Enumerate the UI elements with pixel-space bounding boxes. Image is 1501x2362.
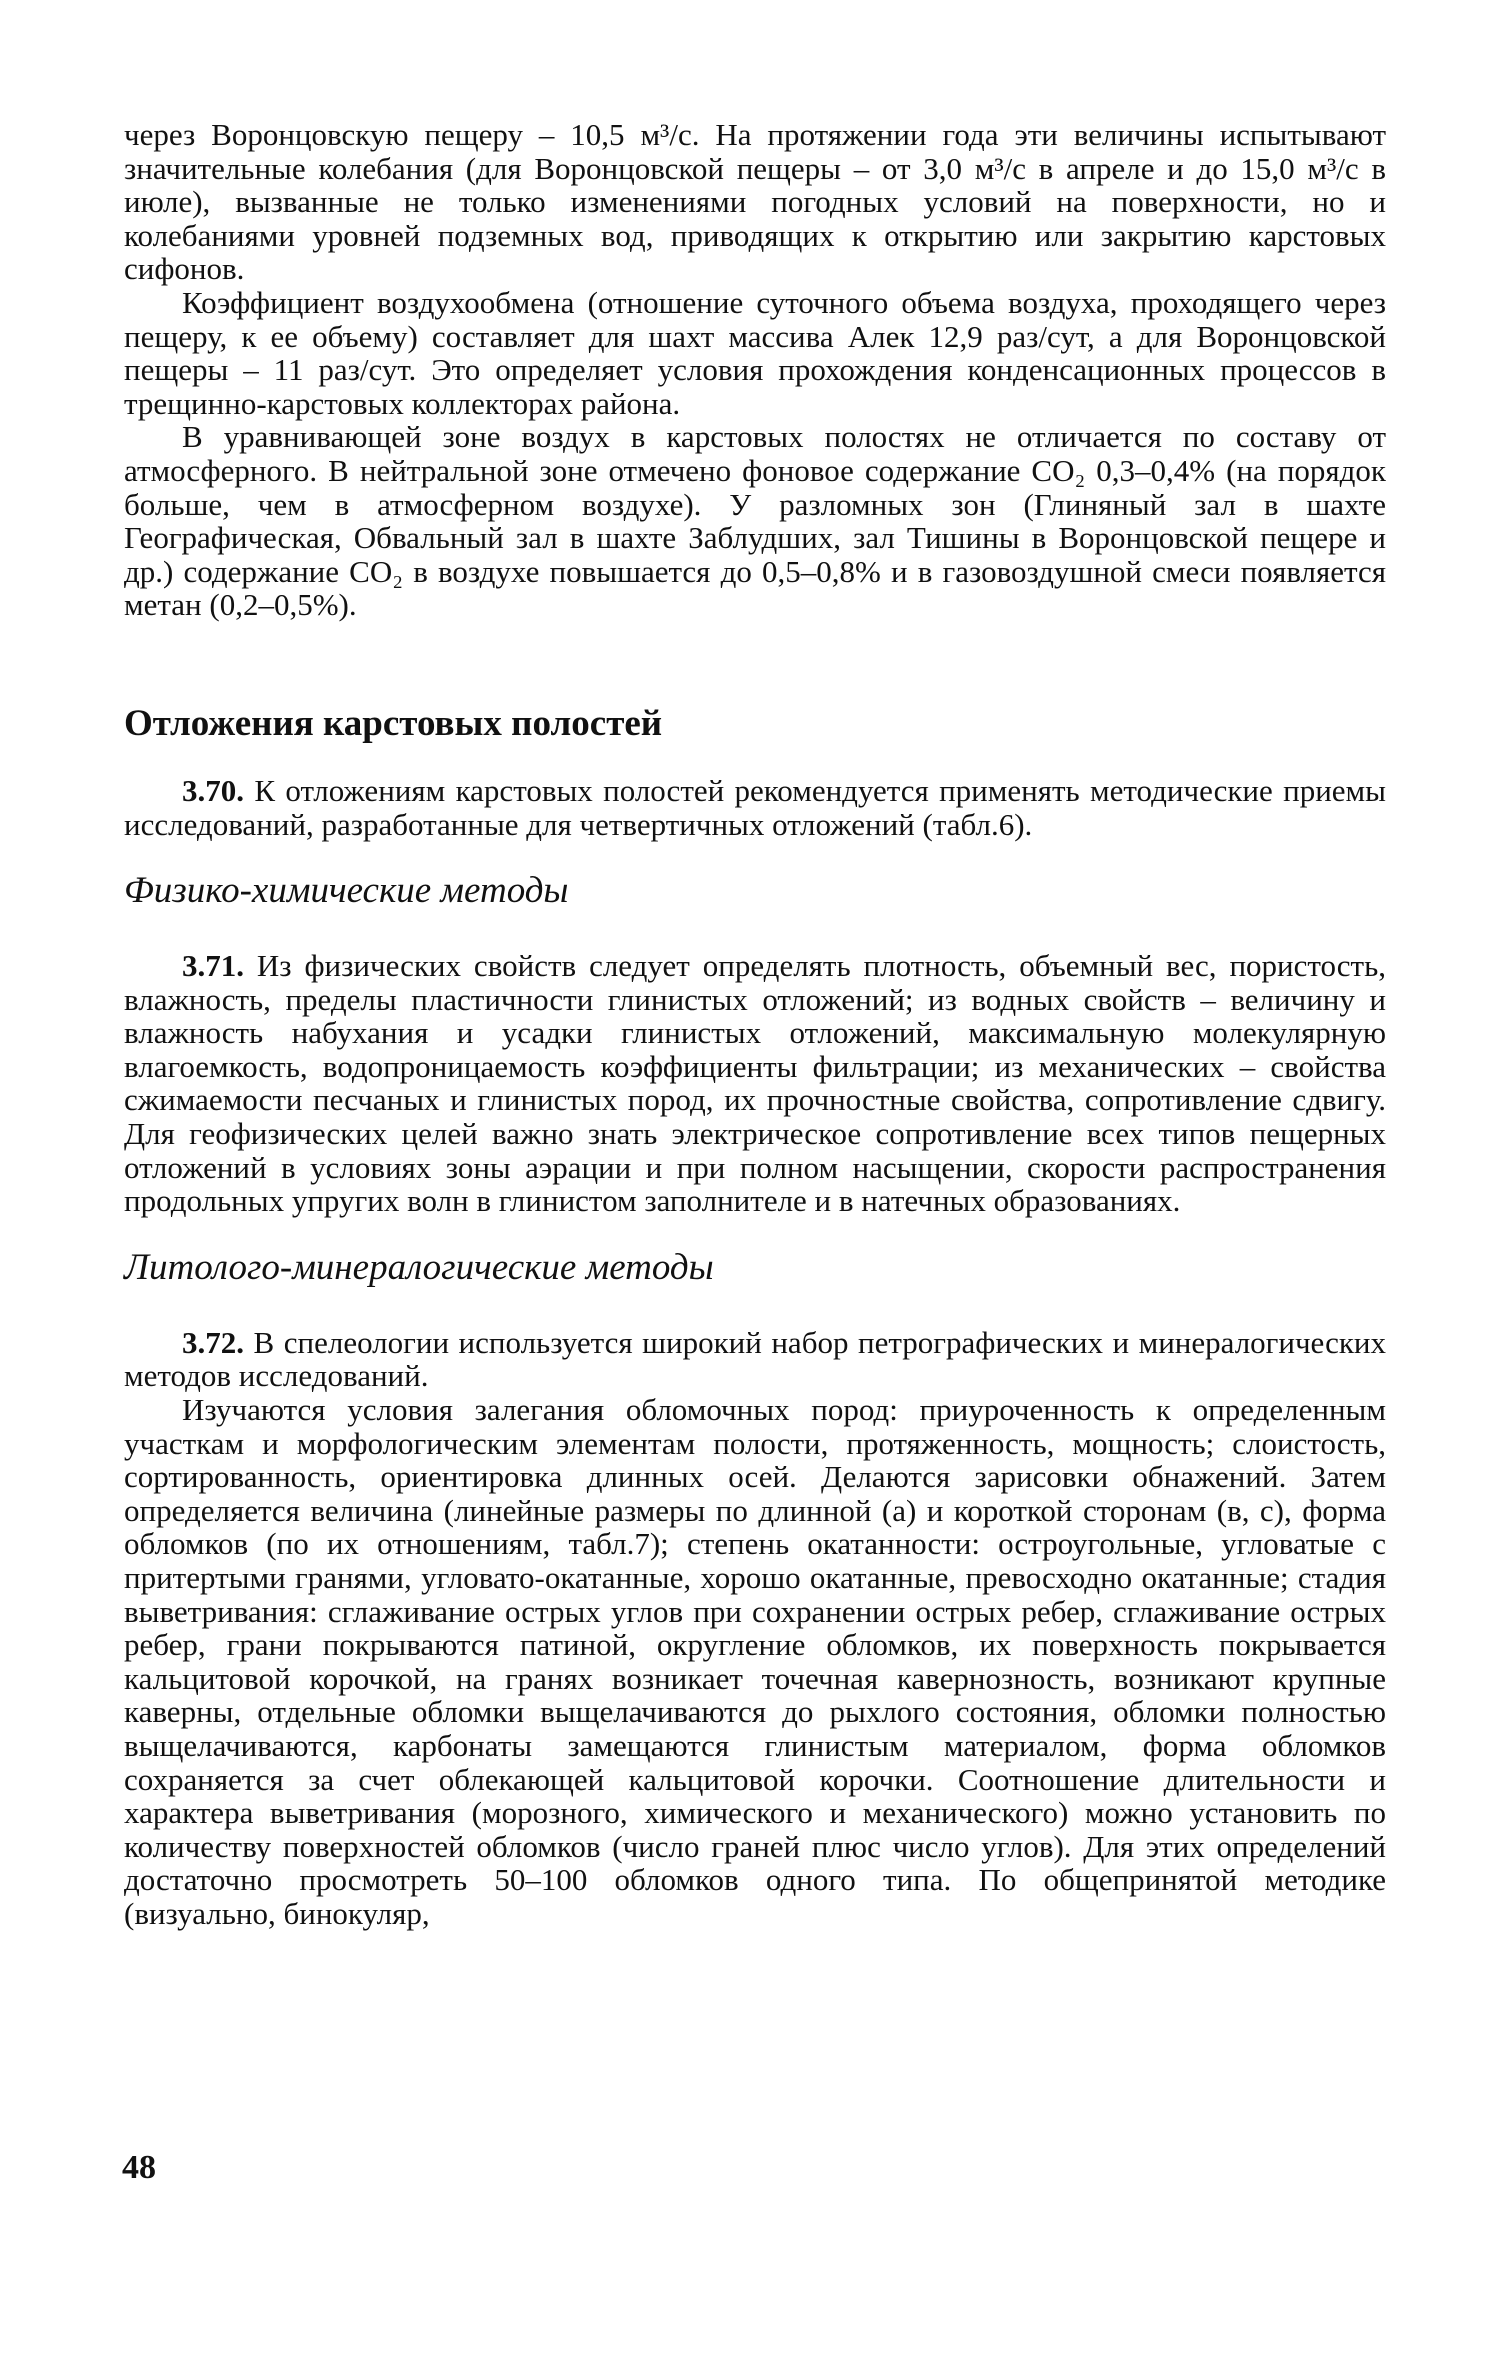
section-text-3-71: Из физических свойств следует определять плотность, объемный вес, пористость, влажность, пределы пластичности глинистых отложений; из водных свойств – величину и влажность набухания и усадки глинистых отложений, максимальную молекулярную влагоемкость, водопроницаемость коэффициенты фильтрации; из механических – свойства сжимаемости песчаных и глинистых пород, их прочностные свойства, сопротивление сдвигу. Для геофизических целей важно знать электрическое сопротивление всех типов пещерных отложений в условиях зоны аэрации и при полном насыщении, скорости распространения продольных упругих волн в глинистом заполнителе и в натечных образованиях. <box>124 948 1386 1219</box>
section-text-3-70: К отложениям карстовых полостей рекомендуется применять методические приемы исследований, разработанные для четвертичных отложений (табл.6). <box>124 772 1386 842</box>
section-number-3-71: 3.71. <box>182 948 244 984</box>
paragraph-last: Изучаются условия залегания обломочных пород: приуроченность к определенным участкам и морфологическим элементам полости, протяженность, мощность; слоистость, сортированность, ориентировка длинных осей. Делаются зарисовки обнажений. Затем определяется величина (линейные размеры по длинной (а) и короткой сторонам (в, с), форма обломков (по их отношениям, табл.7); степень окатанности: остроугольные, угловатые с притертыми гранями, угловато-окатанные, хорошо окатанные, превосходно окатанные; стадия выветривания: сглаживание острых углов при сохранении острых ребер, сглаживание острых ребер, грани покрываются патиной, округление обломков, их поверхность покрывается кальцитовой корочкой, на гранях возникает точечная кавернозность, возникают крупные каверны, отдельные обломки выщелачиваются до рыхлого состояния, обломки полностью выщелачиваются, карбонаты замещаются глинистым материалом, форма обломков сохраняется за счет облекающей кальцитовой корочки. Соотношение длительности и характера выветривания (морозного, химического и механического) можно установить по количеству поверхностей обломков (число граней плюс число углов). Для этих определений достаточно просмотреть 50–100 обломков одного типа. По общепринятой методике (визуально, бинокуляр, <box>124 1392 1386 1931</box>
page-body <box>124 118 1386 1931</box>
paragraph-1: через Воронцовскую пещеру – 10,5 м³/с. На протяжении года эти величины испытывают значительные колебания (для Воронцовской пещеры – от 3,0 м³/с в апреле и до 15,0 м³/с в июле), вызванные не только изменениями погодных условий на поверхности, но и колебаниями уровней подземных вод, приводящих к открытию или закрытию карстовых сифонов. <box>124 117 1386 287</box>
subheading-lithological: Литолого-минералогические методы <box>124 1246 714 1288</box>
section-text-3-72: В спелеологии используется широкий набор петрографических и минералогических методов исследований. <box>124 1324 1386 1394</box>
section-3-70 <box>124 774 1386 841</box>
subheading-physical-chemical: Физико-химические методы <box>124 870 569 912</box>
section-heading: Отложения карстовых полостей <box>124 702 663 744</box>
section-number-3-70: 3.70. <box>182 772 244 808</box>
page-number: 48 <box>122 2149 156 2186</box>
section-3-72 <box>124 1326 1386 1393</box>
section-number-3-72: 3.72. <box>182 1324 244 1360</box>
paragraph-2: Коэффициент воздухообмена (отношение суточного объема воздуха, проходящего через пещеру, к ее объему) составляет для шахт массива Алек 12,9 раз/сут, а для Воронцовской пещеры – 11 раз/сут. Это определяет условия прохождения конденсационных процессов в трещинно-карстовых коллекторах района. <box>124 284 1386 421</box>
paragraph-3: В уравнивающей зоне воздух в карстовых полостях не отличается по составу от атмосферного. В нейтральной зоне отмечено фоновое содержание CO₂ 0,3–0,4% (на порядок больше, чем в атмосферном воздухе). У разломных зон (Глиняный зал в шахте Географическая, Обвальный зал в шахте Заблудших, зал Тишины в Воронцовской пещере и др.) содержание CO₂ в воздухе повышается до 0,5–0,8% и в газовоздушной смеси появляется метан (0,2–0,5%). <box>124 419 1386 623</box>
section-3-71 <box>124 949 1386 1218</box>
